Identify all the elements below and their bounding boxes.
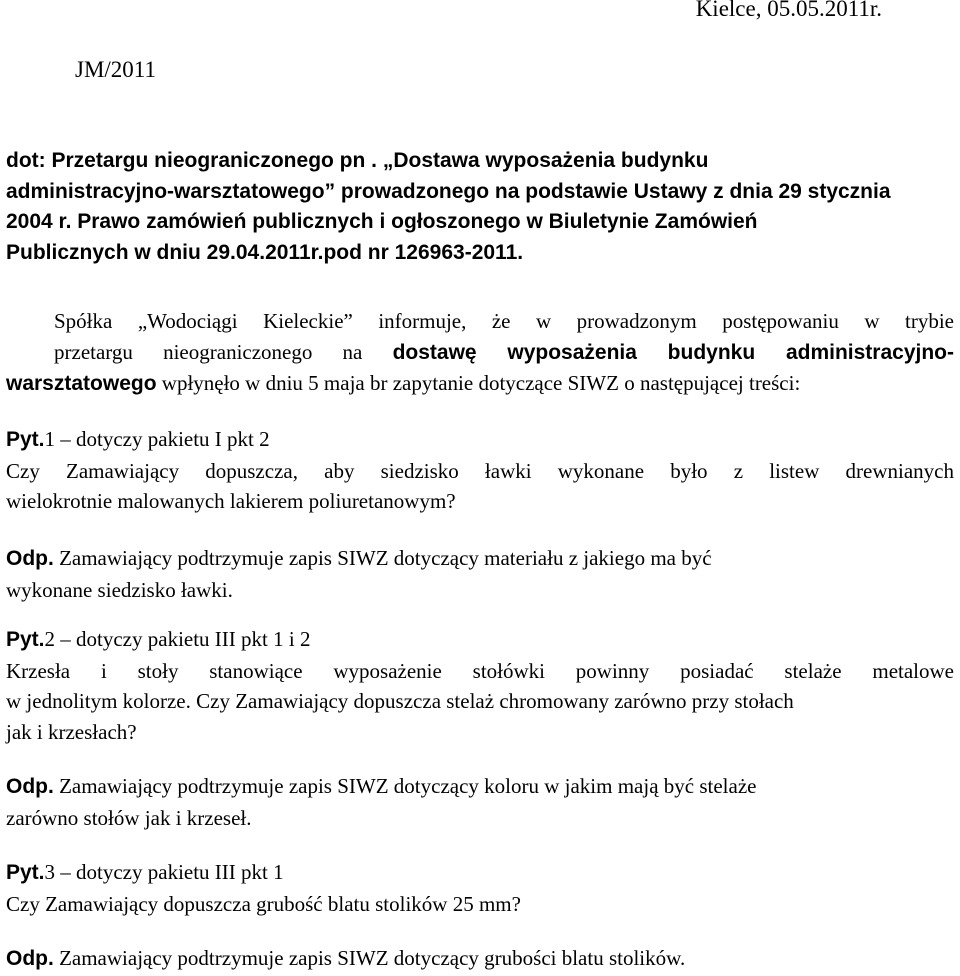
question-block <box>6 857 954 919</box>
question-header <box>6 624 954 656</box>
answer-text: Zamawiający podtrzymuje zapis SIWZ dotyczący materiału z jakiego ma być <box>53 546 712 570</box>
intro-paragraph <box>6 306 954 400</box>
intro-emphasis: warsztatowego <box>6 372 157 395</box>
intro-line: Spółka „Wodociągi Kieleckie” informuje, że w prowadzonym postępowaniu w trybie <box>54 309 954 333</box>
question-header <box>6 857 954 889</box>
answer-line <box>6 543 954 575</box>
answer-label: Odp. <box>6 947 54 970</box>
intro-text: wpłynęło w dniu 5 maja br zapytanie dotyczące SIWZ o następującej treści: <box>156 371 801 395</box>
question-reference: 2 – dotyczy pakietu III pkt 1 i 2 <box>44 627 311 651</box>
subject-line: dot: Przetargu nieograniczonego pn . „Dostawa wyposażenia budynku <box>6 149 709 172</box>
reference-number: JM/2011 <box>75 57 156 82</box>
answer-line <box>6 943 954 975</box>
intro-line <box>6 368 954 400</box>
question-reference: 3 – dotyczy pakietu III pkt 1 <box>44 860 284 884</box>
question-label: Pyt. <box>6 428 45 451</box>
question-block <box>6 624 954 747</box>
question-text: Czy Zamawiający dopuszcza, aby siedzisko ławki wykonane było z listew drewnianych <box>6 458 954 483</box>
subject-line: 2004 r. Prawo zamówień publicznych i ogłoszonego w Biuletynie Zamówień <box>6 210 758 233</box>
intro-line <box>6 337 954 369</box>
question-text: jak i krzesłach? <box>6 719 137 744</box>
question-text: w jednolitym kolorze. Czy Zamawiający dopuszcza stelaż chromowany zarówno przy stołach <box>6 689 794 713</box>
subject-block <box>6 146 956 268</box>
question-text: Czy Zamawiający dopuszcza grubość blatu stolików 25 mm? <box>6 891 521 916</box>
subject-line: administracyjno-warsztatowego” prowadzonego na podstawie Ustawy z dnia 29 stycznia <box>6 179 891 203</box>
answer-text: Zamawiający podtrzymuje zapis SIWZ dotyczący koloru w jakim mają być stelaże <box>53 774 757 798</box>
document-date: Kielce, 05.05.2011r. <box>695 0 882 21</box>
answer-text: wykonane siedzisko ławki. <box>6 577 233 602</box>
answer-label: Odp. <box>6 547 54 570</box>
answer-text: Zamawiający podtrzymuje zapis SIWZ dotyczący grubości blatu stolików. <box>53 946 686 970</box>
answer-label: Odp. <box>6 775 54 798</box>
question-label: Pyt. <box>6 628 45 651</box>
answer-block <box>6 943 954 975</box>
intro-text: przetargu nieograniczonego na <box>54 339 393 364</box>
question-block <box>6 424 954 517</box>
question-text: Krzesła i stoły stanowiące wyposażenie stołówki powinny posiadać stelaże metalowe <box>6 658 954 683</box>
answer-line <box>6 771 954 803</box>
subject-line: Publicznych w dniu 29.04.2011r.pod nr 126963-2011. <box>6 240 524 264</box>
answer-text: zarówno stołów jak i krzeseł. <box>6 805 252 830</box>
answer-block <box>6 543 954 605</box>
question-label: Pyt. <box>6 861 45 884</box>
question-header <box>6 424 954 456</box>
intro-emphasis: dostawę wyposażenia budynku administracyjno- <box>392 340 954 364</box>
answer-block <box>6 771 954 833</box>
question-reference: 1 – dotyczy pakietu I pkt 2 <box>44 427 270 451</box>
question-text: wielokrotnie malowanych lakierem poliuretanowym? <box>6 489 456 513</box>
